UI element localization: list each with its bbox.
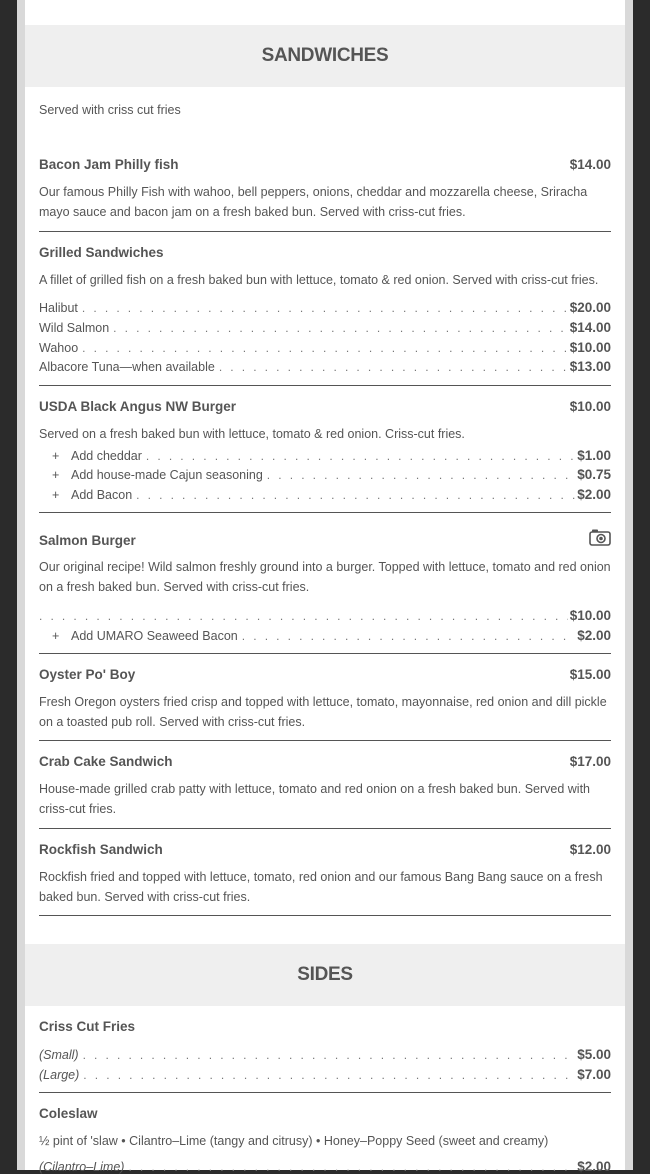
item-desc-bacon-jam: Our famous Philly Fish with wahoo, bell peppers, onions, cheddar and mozzarella cheese, Sriracha mayo sauce and bacon jam on a fresh baked bun. Served with criss-cut fries.: [39, 185, 588, 219]
dot-leader: [39, 609, 568, 623]
option-price: $14.00: [569, 320, 611, 335]
option-price: $7.00: [577, 1067, 611, 1082]
item-name-oyster: Oyster Po' Boy: [39, 667, 136, 682]
addon-price: $1.00: [577, 448, 611, 463]
option-price: $10.00: [569, 340, 611, 355]
section-title-sandwiches: SANDWICHES: [25, 25, 625, 87]
option-label: (Small): [39, 1048, 79, 1062]
dot-leader: [242, 629, 575, 643]
menu-page: [25, 0, 625, 1174]
plus-icon: +: [52, 629, 60, 643]
addon-price: $2.00: [577, 628, 611, 643]
dot-leader: [219, 360, 568, 374]
plus-icon: +: [52, 488, 60, 502]
dot-leader: [82, 341, 568, 355]
option-price: $2.00: [577, 1159, 611, 1174]
item-desc-grilled: A fillet of grilled fish on a fresh baked bun with lettuce, tomato & red onion. Served with criss-cut fries.: [39, 273, 599, 287]
dot-leader: [83, 1048, 576, 1062]
price-row: [39, 1156, 611, 1174]
dot-leader: [82, 301, 568, 315]
addon-price: $0.75: [577, 467, 611, 482]
price-row: [39, 1044, 611, 1062]
option-label: (Large): [39, 1068, 80, 1082]
item-name-fries: Criss Cut Fries: [39, 1019, 136, 1034]
dot-leader: [113, 321, 568, 335]
addon-row: [39, 484, 611, 502]
item-price-bacon-jam: $14.00: [569, 157, 611, 172]
divider: [39, 231, 611, 232]
camera-icon[interactable]: [589, 528, 611, 546]
option-label: Halibut: [39, 301, 78, 315]
option-label: (Cilantro–Lime): [39, 1160, 125, 1174]
item-name-grilled: Grilled Sandwiches: [39, 245, 164, 260]
addon-label: Add cheddar: [71, 449, 142, 463]
dot-leader: [83, 1068, 575, 1082]
option-label: Albacore Tuna—when available: [39, 360, 215, 374]
plus-icon: +: [52, 468, 60, 482]
item-name-coleslaw: Coleslaw: [39, 1106, 98, 1121]
price-row: [39, 605, 611, 623]
option-price: $13.00: [569, 359, 611, 374]
divider: [39, 653, 611, 654]
item-desc-salmon-burger: Our original recipe! Wild salmon freshly ground into a burger. Topped with lettuce, tomato and red onion on a fresh baked bun. Served with criss-cut fries.: [39, 560, 611, 594]
price-row: [39, 297, 611, 315]
option-price: $20.00: [569, 300, 611, 315]
item-name-crab: Crab Cake Sandwich: [39, 754, 173, 769]
divider: [39, 740, 611, 741]
option-label: Wahoo: [39, 341, 79, 355]
item-desc-oyster: Fresh Oregon oysters fried crisp and topped with lettuce, tomato, mayonnaise, red onion and dill pickle on a toasted pub roll. Served with criss-cut fries.: [39, 695, 607, 729]
item-name-salmon-burger: Salmon Burger: [39, 533, 136, 548]
price-row: [39, 317, 611, 335]
plus-icon: +: [52, 449, 60, 463]
divider: [39, 828, 611, 829]
dot-leader: [128, 1160, 575, 1174]
addon-label: Add Bacon: [71, 488, 133, 502]
item-price-oyster: $15.00: [569, 667, 611, 682]
dot-leader: [146, 449, 575, 463]
dot-leader: [136, 488, 575, 502]
option-price: $5.00: [577, 1047, 611, 1062]
dot-leader: [267, 468, 575, 482]
item-name-burger: USDA Black Angus NW Burger: [39, 399, 237, 414]
price-row: [39, 1064, 611, 1082]
item-name-bacon-jam: Bacon Jam Philly fish: [39, 157, 179, 172]
divider: [39, 1092, 611, 1093]
item-price-crab: $17.00: [569, 754, 611, 769]
divider: [39, 385, 611, 386]
addon-label: Add UMARO Seaweed Bacon: [71, 629, 238, 643]
divider: [39, 915, 611, 916]
item-desc-coleslaw: ½ pint of 'slaw • Cilantro–Lime (tangy and citrusy) • Honey–Poppy Seed (sweet and creamy): [39, 1134, 549, 1148]
price-row: [39, 356, 611, 374]
item-desc-burger: Served on a fresh baked bun with lettuce, tomato & red onion. Criss-cut fries.: [39, 427, 465, 441]
item-price-burger: $10.00: [569, 399, 611, 414]
addon-row: [39, 625, 611, 643]
price-row: [39, 337, 611, 355]
option-label: Wild Salmon: [39, 321, 110, 335]
item-price-rockfish: $12.00: [569, 842, 611, 857]
addon-label: Add house-made Cajun seasoning: [71, 468, 263, 482]
section-title-sides: SIDES: [25, 944, 625, 1006]
item-desc-crab: House-made grilled crab patty with lettuce, tomato and red onion on a fresh baked bun. Served with criss-cut fries.: [39, 782, 591, 816]
divider: [39, 512, 611, 513]
addon-price: $2.00: [577, 487, 611, 502]
addon-row: [39, 445, 611, 463]
item-desc-rockfish: Rockfish fried and topped with lettuce, tomato, red onion and our famous Bang Bang sauce on a fresh baked bun. Served with criss-cut fries.: [39, 870, 603, 904]
item-name-rockfish: Rockfish Sandwich: [39, 842, 163, 857]
section-intro: Served with criss cut fries: [39, 103, 181, 117]
item-price-salmon-burger: $10.00: [569, 608, 611, 623]
addon-row: [39, 464, 611, 482]
